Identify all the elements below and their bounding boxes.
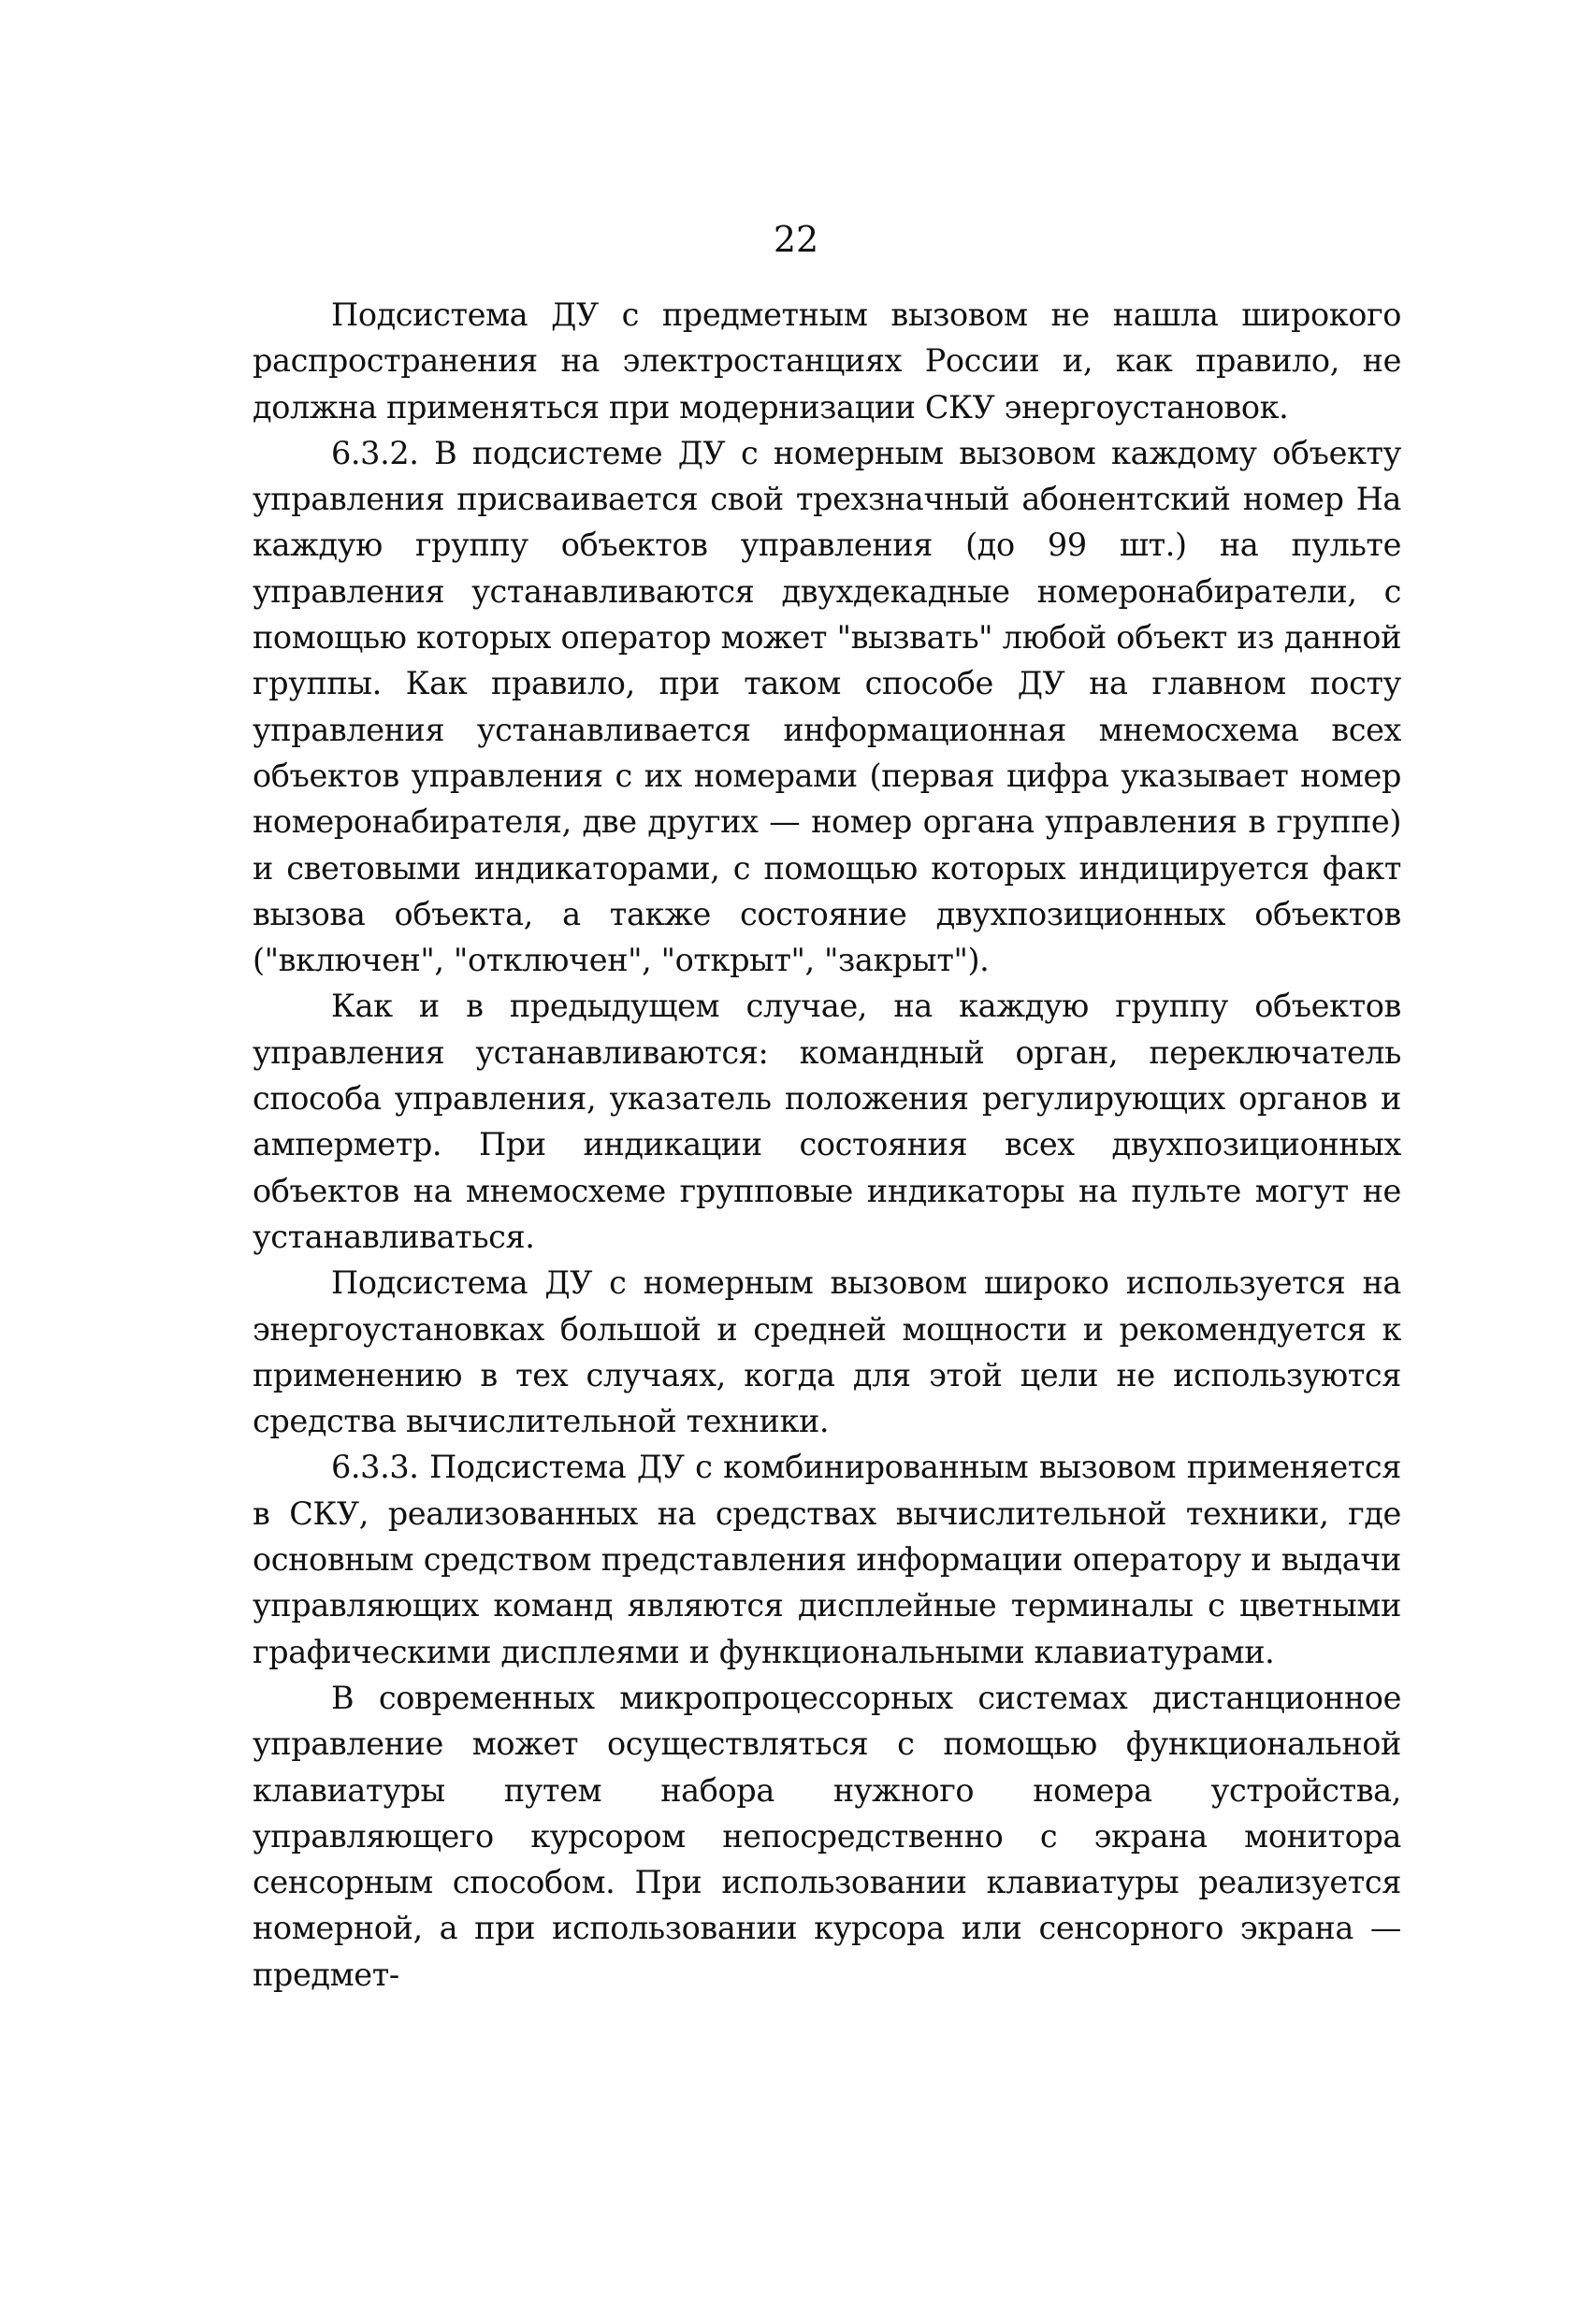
body-text xyxy=(253,292,1401,1998)
paragraph: Как и в предыдущем случае, на каждую группу объектов управления устанавливаются: командный орган, переключатель способа управления, указатель положения регулирующих органов и амперметр. При индикации состояния всех двухпозиционных объектов на мнемосхеме групповые индикаторы на пульте могут не устанавливаться. xyxy=(253,988,1401,1255)
paragraph: Подсистема ДУ с номерным вызовом широко используется на энергоустановках большой и средней мощности и рекомендуется к применению в тех случаях, когда для этой цели не используются средства вычислительной техники. xyxy=(253,1264,1401,1440)
page-number: 22 xyxy=(773,219,819,260)
paragraph: В современных микропроцессорных системах дистанционное управление может осуществляться с помощью функциональной клавиатуры путем набора нужного номера устройства, управляющего курсором непосредственно с экрана монитора сенсорным способом. При использовании клавиатуры реализуется номерной, а при использовании курсора или сенсорного экрана — предмет- xyxy=(253,1679,1401,1993)
paragraph: 6.3.2. В подсистеме ДУ с номерным вызовом каждому объекту управления присваивается свой трехзначный абонентский номер На каждую группу объектов управления (до 99 шт.) на пульте управления устанавливаются двухдекадные номеронабиратели, с помощью которых оператор может "вызвать" любой объект из данной группы. Как правило, при таком способе ДУ на главном посту управления устанавливается информационная мнемосхема всех объектов управления с их номерами (первая цифра указывает номер номеронабирателя, две других — номер органа управления в группе) и световыми индикаторами, с помощью которых индицируется факт вызова объекта, а также состояние двухпозиционных объектов ("включен", "отключен", "открыт", "закрыт"). xyxy=(253,434,1401,979)
paragraph: 6.3.3. Подсистема ДУ с комбинированным вызовом применяется в СКУ, реализованных на средствах вычислительной техники, где основным средством представления информации оператору и выдачи управляющих команд являются дисплейные терминалы с цветными графическими дисплеями и функциональными клавиатурами. xyxy=(253,1449,1401,1670)
paragraph: Подсистема ДУ с предметным вызовом не нашла широкого распространения на электростанциях России и, как правило, не должна применяться при модернизации СКУ энергоустановок. xyxy=(253,296,1401,426)
